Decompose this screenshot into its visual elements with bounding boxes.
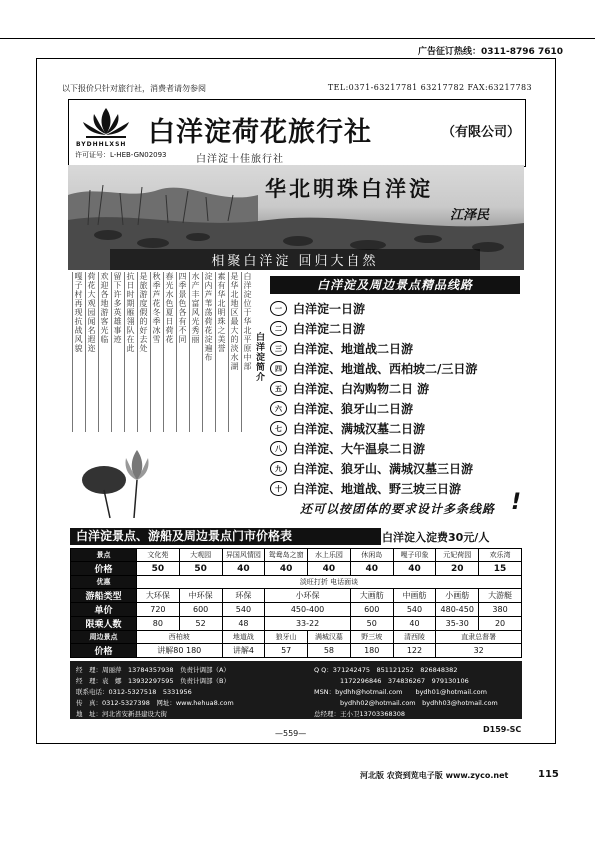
route-number-badge: 四 (270, 361, 287, 376)
scenic-row-cell: 嘎子印象 (393, 549, 436, 562)
scenic-row-cell: 异国风情园 (222, 549, 265, 562)
boat-row-label: 游船类型 (71, 589, 137, 603)
scenic-price-row-cell: 40 (265, 562, 308, 576)
nearby-price-row-cell: 讲解80 180 (137, 644, 223, 658)
page-number: —559— (275, 729, 307, 738)
footer-page-number: 115 (538, 769, 559, 780)
boat-capacity-row-cell: 40 (393, 617, 436, 631)
route-label: 白洋淀二日游 (293, 322, 366, 336)
scenic-row-cell: 鸳鸯岛之窗 (265, 549, 308, 562)
scenic-row-label: 景点 (71, 549, 137, 562)
intro-title: 白洋淀简介 (254, 332, 264, 382)
intro-column: 是旅游度假的好去处 (137, 272, 148, 432)
scenic-price-row-cell: 40 (350, 562, 393, 576)
route-number-badge: 二 (270, 321, 287, 336)
intro-column: 淀内芦苇荡荷花淀遍布 (202, 272, 213, 432)
boat-capacity-row-cell: 52 (179, 617, 222, 631)
contact-qq: Q Q：371242475 851121252 826848382 (314, 666, 458, 674)
intro-column: 荷花大观园闻名遐迩 (85, 272, 96, 432)
agency-notice (62, 83, 532, 94)
scenic-row-cell: 水上乐园 (308, 549, 351, 562)
notice-text: 以下报价只针对旅行社，消费者请勿参阅 (62, 84, 206, 93)
intro-column: 留下许多英雄事迹 (111, 272, 122, 432)
page-code: D159-SC (483, 725, 522, 734)
entry-fee: 白洋淀入淀费30元/人 (382, 531, 490, 544)
boat-capacity-row-cell: 80 (137, 617, 180, 631)
intro-columns (72, 272, 252, 432)
nearby-row-label: 周边景点 (71, 631, 137, 644)
route-label: 白洋淀、地道战、西柏坡二/三日游 (293, 362, 478, 376)
scenic-row-cell: 休闲岛 (350, 549, 393, 562)
route-label: 白洋淀、狼牙山二日游 (293, 402, 414, 416)
boat-row-cell: 中环保 (179, 589, 222, 603)
route-number-badge: 五 (270, 381, 287, 396)
boat-row-cell: 中画舫 (393, 589, 436, 603)
boat-price-row-cell: 480-450 (436, 603, 479, 617)
footer-publication: 河北版 农资到览电子版 www.zyco.net (360, 771, 509, 780)
intro-column: 水产丰富风光秀丽 (189, 272, 200, 432)
intro-column: 欢迎各地游客光临 (98, 272, 109, 432)
contact-fax-web: 传 真：0312-5327398 网址：www.hehua8.com (76, 699, 234, 707)
boat-row-cell: 大画舫 (350, 589, 393, 603)
route-label: 白洋淀、地道战、野三坡三日游 (293, 482, 462, 496)
contact-manager-a: 经 理：周丽萍 13784357938 负责计调部（A） (76, 666, 230, 674)
route-label: 白洋淀、地道战二日游 (293, 342, 414, 356)
banner-slogan: 相聚白洋淀 回归大自然 (110, 249, 480, 270)
route-label: 白洋淀、狼牙山、满城汉墓三日游 (293, 462, 474, 476)
route-item (270, 440, 425, 457)
lotus-flower-icon (82, 440, 172, 520)
nearby-price-row-cell: 32 (436, 644, 522, 658)
discount-row (71, 576, 522, 589)
intro-column: 春光水色夏日荷花 (163, 272, 174, 432)
intro-column: 四季景色各有不同 (176, 272, 187, 432)
company-type: （有限公司） (442, 125, 521, 140)
route-number-badge: 七 (270, 421, 287, 436)
boat-price-row-cell: 600 (179, 603, 222, 617)
nearby-row-cell: 直隶总督署 (436, 631, 522, 644)
contact-msn-more: bydhh02@hotmail.com bydhh03@hotmail.com (340, 699, 498, 707)
routes-more-text: 还可以按团体的要求设计多条线路 (300, 502, 496, 516)
nearby-row-cell: 西柏坡 (137, 631, 223, 644)
intro-column: 白洋淀位于华北平原中部 (241, 272, 252, 432)
route-label: 白洋淀、满城汉墓二日游 (293, 422, 426, 436)
intro-column: 嘎子村再现抗战风貌 (72, 272, 83, 432)
route-item (270, 360, 477, 377)
nearby-price-row (71, 644, 522, 658)
route-label: 白洋淀、大午温泉二日游 (293, 442, 426, 456)
route-item (270, 320, 365, 337)
contact-msn: MSN：bydhh@hotmail.com bydh01@hotmail.com (314, 688, 487, 696)
scenic-price-row-cell: 50 (179, 562, 222, 576)
boat-capacity-row (71, 617, 522, 631)
nearby-row-cell: 狼牙山 (265, 631, 308, 644)
nearby-price-row-cell: 122 (393, 644, 436, 658)
route-item (270, 460, 473, 477)
banner-title: 华北明珠白洋淀 (265, 176, 433, 201)
nearby-price-row-cell: 讲解4 (222, 644, 265, 658)
boat-capacity-row-cell: 50 (350, 617, 393, 631)
top-rule (0, 38, 595, 39)
contact-phone: 联系电话：0312-5327518 5331956 (76, 688, 192, 696)
boat-price-row-cell: 720 (137, 603, 180, 617)
ad-hotline: 广告征订热线：0311-8796 7610 (417, 47, 563, 57)
routes-heading: 白洋淀及周边景点精品线路 (270, 276, 520, 294)
lotus-logo-icon (80, 106, 132, 140)
route-number-badge: 九 (270, 461, 287, 476)
contact-panel (70, 661, 522, 719)
scenic-row-cell: 元妃荷园 (436, 549, 479, 562)
nearby-row-cell: 满城汉墓 (308, 631, 351, 644)
scenic-row-cell: 文化苑 (137, 549, 180, 562)
exclamation-mark-icon: ! (511, 490, 522, 515)
boat-price-row-cell: 600 (350, 603, 393, 617)
price-table (70, 548, 522, 658)
boat-row-cell: 小环保 (265, 589, 351, 603)
intro-column: 秋季芦花冬季冰雪 (150, 272, 161, 432)
boat-price-row-label: 单价 (71, 603, 137, 617)
company-tagline: 白洋淀十佳旅行社 (196, 154, 284, 165)
contact-manager-b: 经 理：袁 娜 13932297595 负责计调部（B） (76, 677, 230, 685)
boat-capacity-row-cell: 33-22 (265, 617, 351, 631)
route-label: 白洋淀、白沟购物二日 游 (293, 382, 430, 396)
boat-capacity-row-cell: 35-30 (436, 617, 479, 631)
route-number-badge: 六 (270, 401, 287, 416)
scenic-price-row (71, 562, 522, 576)
scenic-row-cell: 大观园 (179, 549, 222, 562)
scenic-price-row-cell: 20 (436, 562, 479, 576)
price-table-heading: 白洋淀景点、游船及周边景点门市价格表 (70, 528, 381, 545)
notice-phone: TEL:0371-63217781 63217782 FAX:63217783 (327, 83, 532, 92)
company-name: 白洋淀荷花旅行社 (148, 117, 372, 148)
intro-column: 抗日时期雁翎队在此 (124, 272, 135, 432)
intro-column: 素有华北明珠之美誉 (215, 272, 226, 432)
scenic-price-row-label: 价格 (71, 562, 137, 576)
logo-text: BYDHHLXSH (76, 141, 127, 148)
contact-address: 地 址：河北省安新县建设大街 (76, 710, 167, 718)
intro-section (72, 272, 266, 522)
route-number-badge: 八 (270, 441, 287, 456)
route-number-badge: 三 (270, 341, 287, 356)
nearby-price-row-cell: 180 (350, 644, 393, 658)
scenic-price-row-cell: 40 (222, 562, 265, 576)
boat-capacity-row-label: 限乘人数 (71, 617, 137, 631)
nearby-price-row-label: 价格 (71, 644, 137, 658)
boat-price-row-cell: 380 (479, 603, 522, 617)
scenic-row (71, 549, 522, 562)
intro-column: 是华北地区最大的淡水湖 (228, 272, 239, 432)
nearby-row-cell: 地道战 (222, 631, 265, 644)
route-item (270, 420, 425, 437)
route-item (270, 340, 413, 357)
route-item (270, 400, 413, 417)
boat-row-cell: 小画舫 (436, 589, 479, 603)
scenic-row-cell: 欢乐湾 (479, 549, 522, 562)
boat-price-row-cell: 540 (222, 603, 265, 617)
route-item (270, 380, 429, 397)
boat-price-row-cell: 450-400 (265, 603, 351, 617)
contact-qq-more: 1172296846 374836267 979130106 (340, 677, 469, 685)
route-item (270, 480, 461, 497)
route-number-badge: 十 (270, 481, 287, 496)
route-number-badge: 一 (270, 301, 287, 316)
license-number: 许可证号：L-HEB-GN02093 (75, 151, 167, 159)
boat-row (71, 589, 522, 603)
nearby-row-cell: 野三坡 (350, 631, 393, 644)
contact-general-manager: 总经理：王小卫13703368308 (314, 710, 405, 718)
boat-capacity-row-cell: 48 (222, 617, 265, 631)
route-label: 白洋淀一日游 (293, 302, 366, 316)
route-item (270, 300, 365, 317)
boat-price-row (71, 603, 522, 617)
boat-row-cell: 大游艇 (479, 589, 522, 603)
boat-capacity-row-cell: 20 (479, 617, 522, 631)
nearby-price-row-cell: 57 (265, 644, 308, 658)
boat-row-cell: 大环保 (137, 589, 180, 603)
nearby-price-row-cell: 58 (308, 644, 351, 658)
boat-row-cell: 环保 (222, 589, 265, 603)
banner-signature: 江泽民 (450, 208, 490, 223)
scenic-price-row-cell: 40 (393, 562, 436, 576)
boat-price-row-cell: 540 (393, 603, 436, 617)
nearby-row (71, 631, 522, 644)
discount-row-cell: 淡旺打折 电话面谈 (137, 576, 522, 589)
scenic-price-row-cell: 50 (137, 562, 180, 576)
nearby-row-cell: 清西陵 (393, 631, 436, 644)
scenic-price-row-cell: 15 (479, 562, 522, 576)
discount-row-label: 优惠 (71, 576, 137, 589)
scenic-price-row-cell: 40 (308, 562, 351, 576)
